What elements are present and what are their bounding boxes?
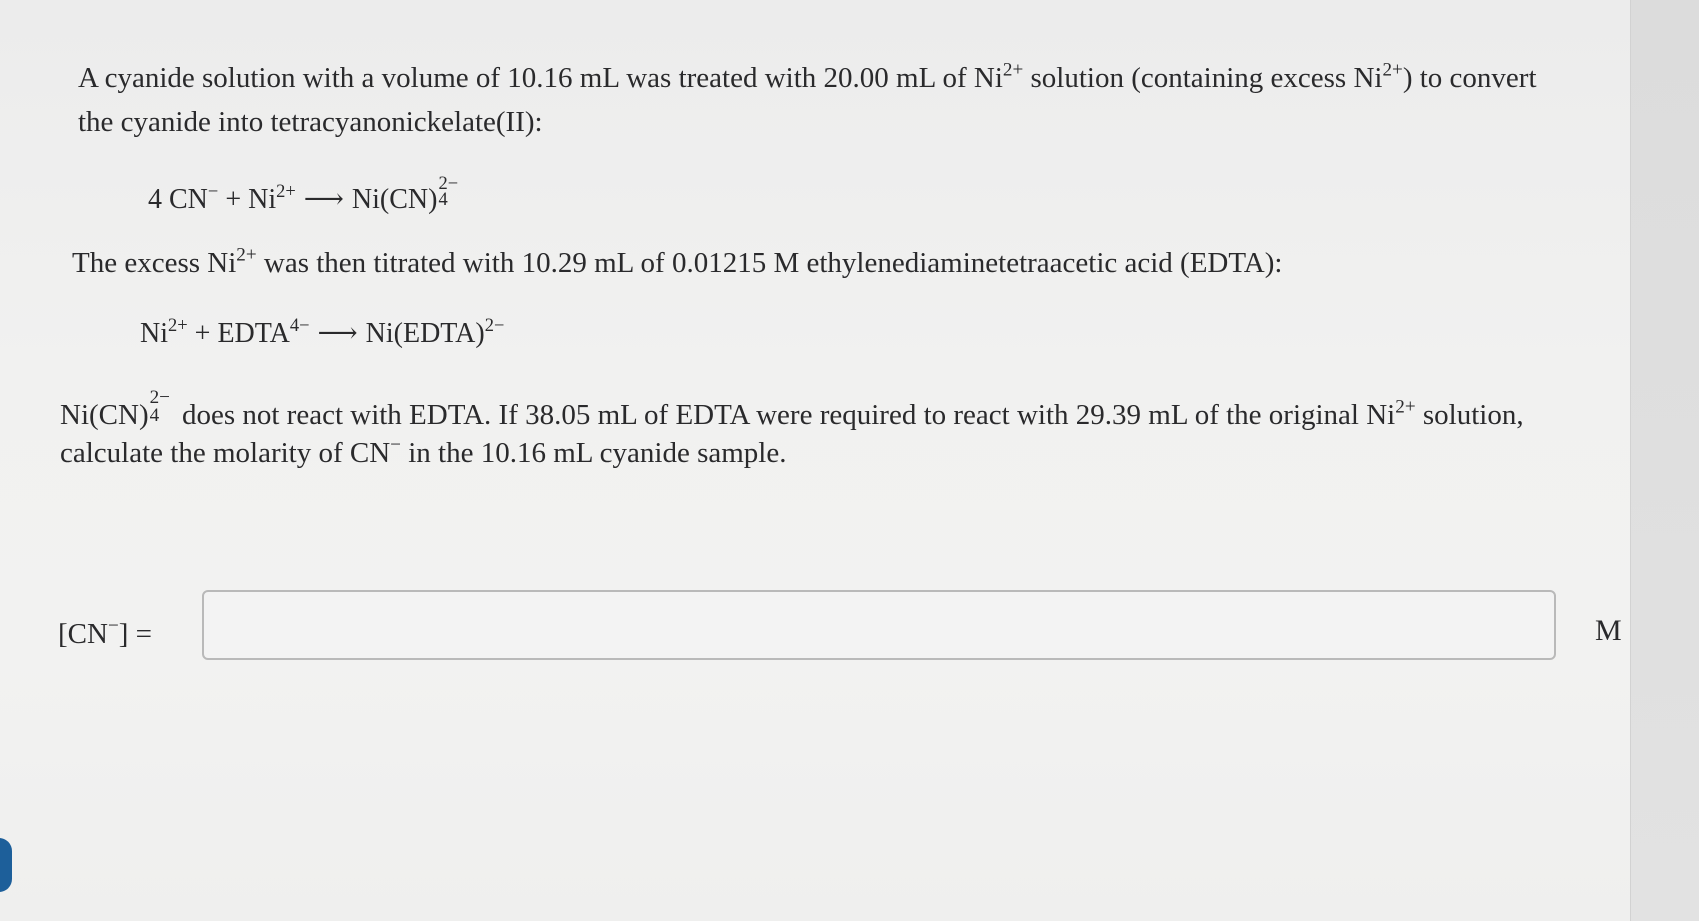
text: A cyanide solution with a volume of 10.16 mL was treated with 20.00 mL of Ni (78, 62, 1003, 94)
reaction-arrow-icon: ⟶ (303, 184, 344, 215)
text: Ni(CN) (60, 399, 149, 431)
text: in the 10.16 mL cyanide sample. (400, 437, 787, 469)
question-paragraph-1-line-1 (78, 59, 1537, 94)
side-tab[interactable] (0, 838, 12, 892)
right-edge (1631, 0, 1699, 921)
text: 4 CN (148, 184, 208, 215)
superscript: 2+ (1395, 396, 1416, 418)
text: Ni(CN) (351, 184, 438, 215)
text: Ni(EDTA) (365, 318, 485, 349)
text: ) to convert (1402, 62, 1537, 94)
text: solution, (1415, 399, 1524, 431)
reaction-equation-1 (148, 172, 463, 215)
superscript: 2+ (1382, 59, 1403, 81)
answer-input[interactable] (202, 590, 1556, 660)
subscript: 4 (149, 404, 160, 426)
text: [CN (58, 618, 108, 650)
superscript: 2+ (168, 314, 188, 335)
superscript: 2− (484, 314, 505, 335)
question-paragraph-2 (72, 244, 1283, 279)
reaction-arrow-icon: ⟶ (317, 318, 358, 349)
superscript: 2− (149, 387, 170, 409)
answer-label (58, 615, 153, 651)
subscript: 4 (438, 189, 448, 210)
question-paragraph-3-line-2 (60, 434, 787, 469)
unit-label: M (1595, 614, 1622, 647)
superscript: 2− (438, 172, 459, 193)
text: + Ni (218, 184, 277, 215)
superscript: − (390, 434, 401, 456)
superscript: 2+ (1002, 59, 1024, 81)
text: solution (containing excess Ni (1023, 62, 1383, 94)
text: does not react with EDTA. If 38.05 mL of EDTA were required to react with 29.39 mL of the original Ni (174, 399, 1396, 431)
question-paragraph-3-line-1 (60, 387, 1524, 431)
text: was then titrated with 10.29 mL of 0.01215 M ethylenediaminetetraacetic acid (EDTA): (256, 247, 1283, 279)
question-paragraph-1-line-2: the cyanide into tetracyanonickelate(II): (78, 106, 543, 138)
reaction-equation-2 (140, 314, 505, 349)
charge-subscript (437, 172, 462, 210)
superscript: − (207, 180, 219, 201)
text: calculate the molarity of CN (60, 437, 391, 469)
superscript: 4− (289, 314, 310, 335)
text: + EDTA (187, 318, 290, 349)
superscript: − (107, 615, 119, 637)
superscript: 2+ (236, 244, 257, 266)
text: The excess Ni (72, 247, 237, 279)
text: Ni (140, 318, 168, 349)
text: ] = (118, 618, 153, 650)
superscript: 2+ (276, 180, 296, 201)
charge-subscript (149, 387, 175, 426)
